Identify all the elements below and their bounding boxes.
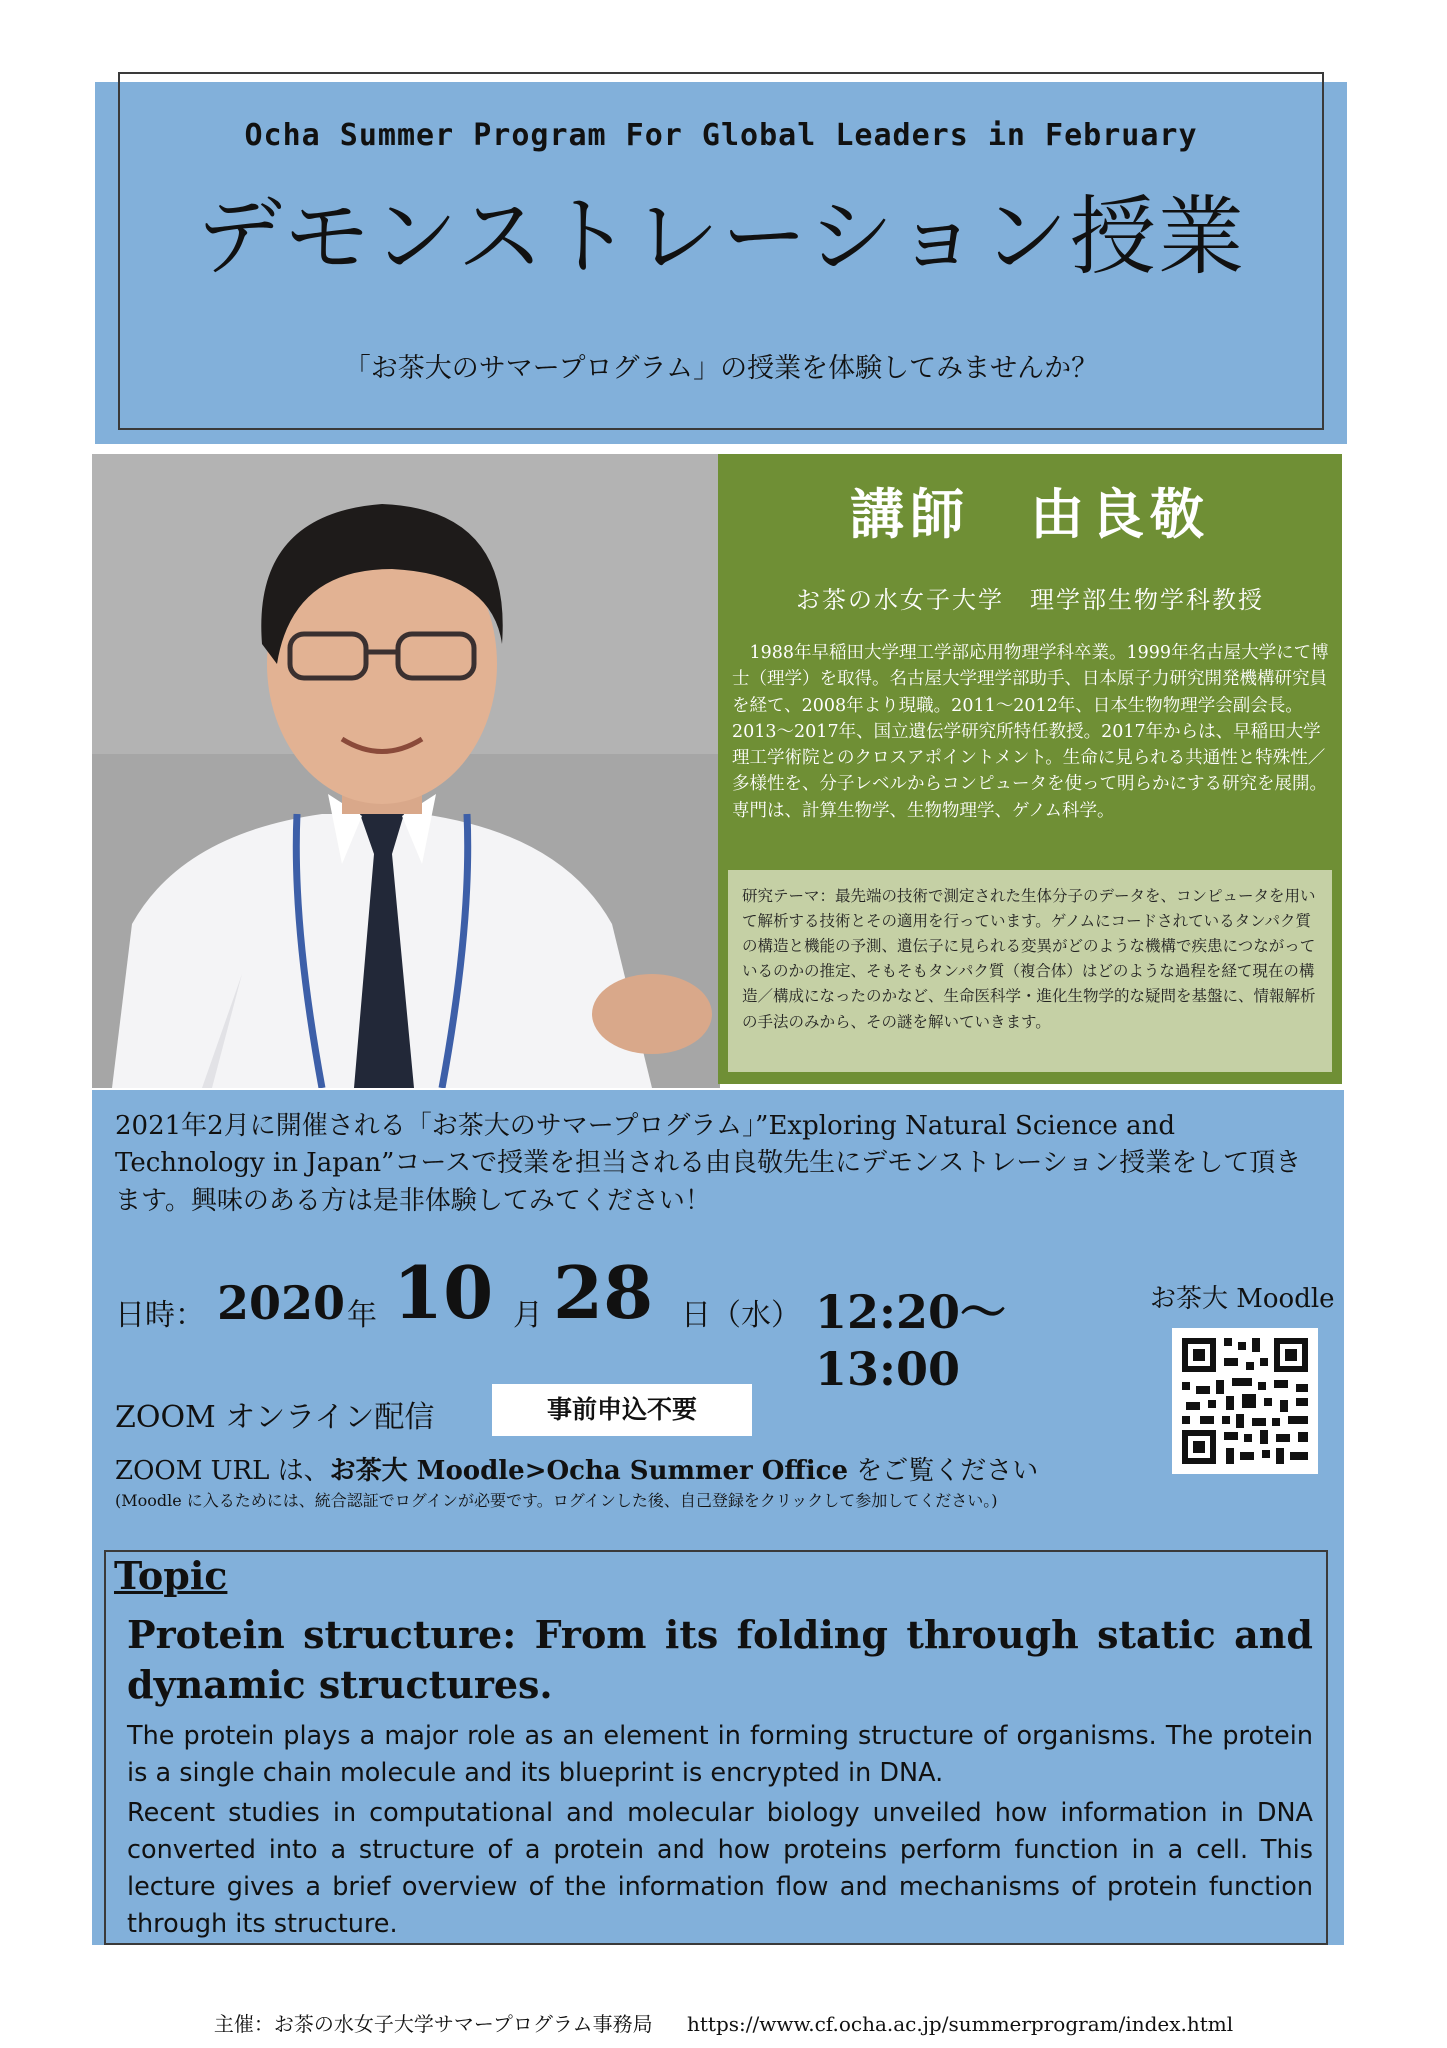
research-theme-text: 研究テーマ：最先端の技術で測定された生体分子のデータを、コンピュータを用いて解析する技術とその適用を行っています。ゲノムにコードされているタンパク質の構造と機能の予測、遺伝子に見られる変異がどのような機構で疾患につながっているのかの推定、そもそもタンパク質（複合体）はどのような過程を経て現在の構造／構成になったのかなど、生命医科学・進化生物学的な疑問を基盤に、情報解析の手法のみから、その謎を解いていきます。 — [742, 887, 1316, 1031]
topic-body — [127, 1718, 1313, 1946]
lecturer-photo-illustration — [92, 454, 720, 1088]
zoom-url-location: お茶大 Moodle>Ocha Summer Office — [329, 1456, 849, 1486]
date-year-unit: 年 — [347, 1298, 377, 1333]
date-label: 日時： — [115, 1298, 205, 1333]
topic-label: Topic — [114, 1553, 228, 1598]
event-time: 12:20～13:00 — [815, 1285, 1007, 1396]
page-title: デモンストレーション授業 — [196, 187, 1246, 287]
lecturer-name: 講師 由良敬 — [850, 483, 1210, 546]
moodle-qr-code[interactable] — [1172, 1328, 1318, 1474]
date-year: 2020 — [217, 1276, 346, 1330]
intro-text: 2021年2月に開催される「お茶大のサマープログラム」”Exploring Natural Science and Technology in Japan”コースで授業を担当される由良敬先生にデモンストレーション授業をして頂きます。興味のある方は是非体験してみてください！ — [115, 1111, 1302, 1216]
footer — [0, 2008, 1447, 2037]
qr-code-icon — [1172, 1328, 1318, 1474]
lecturer-photo — [92, 454, 720, 1088]
zoom-url-prefix: ZOOM URL は、 — [115, 1456, 330, 1486]
zoom-label: ZOOM オンライン配信 — [115, 1400, 435, 1435]
program-title: Ocha Summer Program For Global Leaders in February — [244, 118, 1198, 153]
topic-paragraph: The protein plays a major role as an element in forming structure of organisms. The protein is a single chain molecule and its blueprint is encrypted in DNA. — [127, 1721, 1313, 1788]
lecturer-bio: 1988年早稲田大学理工学部応用物理学科卒業。1999年名古屋大学にて博士（理学）を取得。名古屋大学理学部助手、日本原子力研究開発機構研究員を経て、2008年より現職。2011～2012年、日本生物物理学会副会長。2013～2017年、国立遺伝学研究所特任教授。2017年からは、早稲田大学理工学術院とのクロスアポイントメント。生命に見られる共通性と特殊性／多様性を、分子レベルからコンピュータを使って明らかにする研究を展開。専門は、計算生物学、生物物理学、ゲノム科学。 — [732, 643, 1329, 821]
date-month: 10 — [393, 1250, 494, 1335]
date-day-unit: 日（水） — [681, 1298, 801, 1333]
date-day: 28 — [553, 1250, 654, 1335]
zoom-url-instruction — [115, 1450, 1038, 1487]
event-date — [115, 1250, 1125, 1396]
lecturer-panel — [718, 454, 1342, 1084]
no-registration-badge: 事前申込不要 — [492, 1384, 752, 1436]
zoom-url-suffix: をご覧ください — [848, 1456, 1039, 1486]
topic-title: Protein structure: From its folding through static and dynamic structures. — [127, 1612, 1313, 1708]
topic-paragraph: Recent studies in computational and molecular biology unveiled how information in DNA converted into a structure of a protein and how proteins perform function in a cell. This lecture gives a brief overview of the information flow and mechanisms of protein function through its structure. — [127, 1798, 1313, 1939]
moodle-login-note: (Moodle に入るためには、統合認証でログインが必要です。ログインした後、自己登録をクリックして参加してください。) — [115, 1491, 998, 1510]
moodle-label: お茶大 Moodle — [1150, 1284, 1335, 1314]
header-subtitle: 「お茶大のサマープログラム」の授業を体験してみませんか？ — [343, 353, 1099, 384]
footer-url[interactable]: https://www.cf.ocha.ac.jp/summerprogram/index.html — [687, 2012, 1234, 2036]
footer-organizer: 主催：お茶の水女子大学サマープログラム事務局 — [213, 2012, 653, 2036]
research-theme-box — [728, 870, 1332, 1072]
lecturer-affiliation: お茶の水女子大学 理学部生物学科教授 — [796, 586, 1264, 614]
date-month-unit: 月 — [513, 1298, 543, 1333]
